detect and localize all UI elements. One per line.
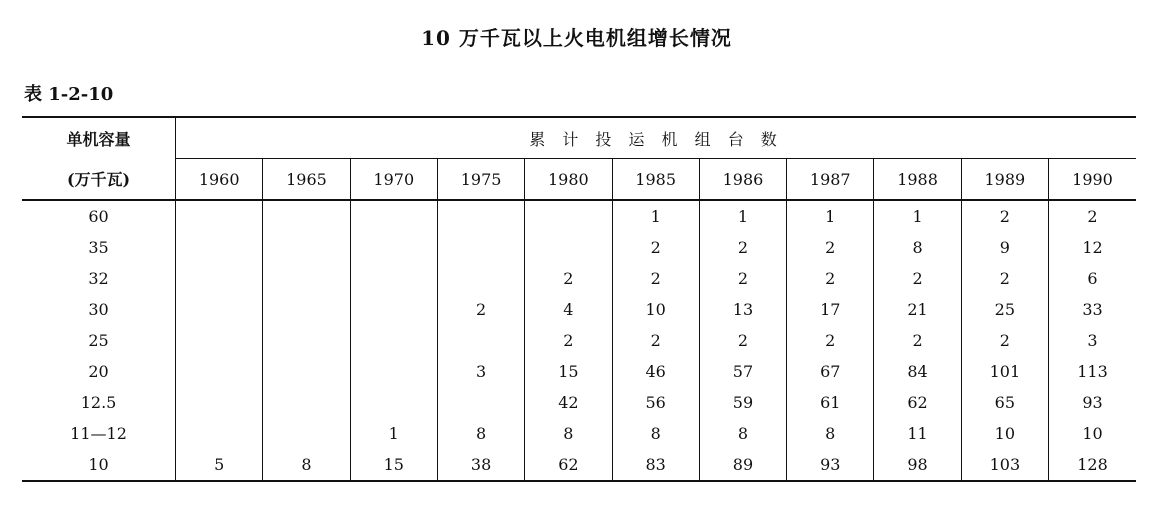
value-cell: 57 (699, 356, 786, 387)
value-cell (525, 232, 612, 263)
capacity-cell: 60 (88, 207, 109, 226)
value-cell: 2 (699, 263, 786, 294)
year-header-cell: 1986 (699, 159, 786, 201)
capacity-cell: 12.5 (80, 393, 117, 412)
value-cell (437, 387, 524, 418)
table-row (22, 418, 1136, 449)
value-cell: 2 (699, 325, 786, 356)
value-cell: 8 (525, 418, 612, 449)
value-cell: 84 (874, 356, 961, 387)
value-cell (350, 200, 437, 232)
value-cell: 15 (350, 449, 437, 481)
value-cell (176, 232, 263, 263)
value-cell: 13 (699, 294, 786, 325)
value-cell (263, 232, 350, 263)
value-cell (176, 418, 263, 449)
table-row (22, 449, 1136, 481)
value-cell: 8 (612, 418, 699, 449)
value-cell: 2 (612, 325, 699, 356)
value-cell: 2 (787, 325, 874, 356)
value-cell: 46 (612, 356, 699, 387)
value-cell: 2 (787, 232, 874, 263)
value-cell: 113 (1049, 356, 1137, 387)
value-cell: 65 (961, 387, 1048, 418)
capacity-unit-header: (万千瓦) (22, 159, 176, 201)
capacity-cell: 20 (88, 362, 109, 381)
value-cell: 10 (961, 418, 1048, 449)
value-cell (437, 232, 524, 263)
capacity-cell: 25 (88, 331, 109, 350)
value-cell (437, 200, 524, 232)
value-cell: 15 (525, 356, 612, 387)
value-cell: 2 (699, 232, 786, 263)
value-cell: 2 (961, 200, 1048, 232)
value-cell (176, 263, 263, 294)
value-cell: 2 (437, 294, 524, 325)
value-cell: 10 (612, 294, 699, 325)
value-cell: 62 (874, 387, 961, 418)
value-cell: 62 (525, 449, 612, 481)
value-cell: 1 (350, 418, 437, 449)
value-cell: 17 (787, 294, 874, 325)
value-cell: 2 (874, 263, 961, 294)
value-cell: 11 (874, 418, 961, 449)
value-cell: 103 (961, 449, 1048, 481)
value-cell: 2 (961, 325, 1048, 356)
value-cell (350, 263, 437, 294)
year-header-cell: 1987 (787, 159, 874, 201)
value-cell: 2 (874, 325, 961, 356)
year-header-cell: 1980 (525, 159, 612, 201)
value-cell: 93 (1049, 387, 1137, 418)
value-cell: 5 (176, 449, 263, 481)
value-cell: 2 (1049, 200, 1137, 232)
value-cell: 56 (612, 387, 699, 418)
year-header-cell: 1989 (961, 159, 1048, 201)
value-cell: 61 (787, 387, 874, 418)
value-cell: 6 (1049, 263, 1137, 294)
value-cell: 89 (699, 449, 786, 481)
value-cell (263, 356, 350, 387)
value-cell (437, 325, 524, 356)
value-cell: 8 (699, 418, 786, 449)
value-cell: 8 (263, 449, 350, 481)
value-cell (263, 387, 350, 418)
value-cell (350, 294, 437, 325)
value-cell: 2 (612, 263, 699, 294)
value-cell: 25 (961, 294, 1048, 325)
value-cell: 2 (525, 325, 612, 356)
value-cell (263, 200, 350, 232)
year-header-cell: 1965 (263, 159, 350, 201)
year-header-cell: 1990 (1049, 159, 1137, 201)
capacity-cell: 11—12 (70, 424, 127, 443)
capacity-cell: 30 (88, 300, 109, 319)
value-cell: 1 (787, 200, 874, 232)
value-cell: 98 (874, 449, 961, 481)
value-cell (350, 325, 437, 356)
page-title: 10 万千瓦以上火电机组增长情况 (421, 26, 732, 50)
value-cell: 1 (874, 200, 961, 232)
header-row-group (22, 117, 1136, 159)
value-cell: 59 (699, 387, 786, 418)
value-cell (176, 325, 263, 356)
value-cell (263, 418, 350, 449)
value-cell: 8 (787, 418, 874, 449)
table-row (22, 294, 1136, 325)
value-cell: 8 (874, 232, 961, 263)
table-row (22, 232, 1136, 263)
value-cell: 9 (961, 232, 1048, 263)
value-cell: 42 (525, 387, 612, 418)
value-cell: 10 (1049, 418, 1137, 449)
year-header-cell: 1975 (437, 159, 524, 201)
value-cell (263, 263, 350, 294)
table-row (22, 387, 1136, 418)
value-cell: 33 (1049, 294, 1137, 325)
value-cell: 2 (787, 263, 874, 294)
value-cell (350, 387, 437, 418)
year-header-cell: 1985 (612, 159, 699, 201)
header-row-years (22, 159, 1136, 201)
cumulative-units-header: 累 计 投 运 机 组 台 数 (176, 117, 1136, 159)
capacity-header: 单机容量 (22, 117, 176, 159)
value-cell: 93 (787, 449, 874, 481)
value-cell: 21 (874, 294, 961, 325)
value-cell (437, 263, 524, 294)
capacity-cell: 35 (88, 238, 109, 257)
value-cell: 38 (437, 449, 524, 481)
table-row (22, 356, 1136, 387)
value-cell: 67 (787, 356, 874, 387)
value-cell: 2 (961, 263, 1048, 294)
value-cell (176, 294, 263, 325)
year-header-cell: 1970 (350, 159, 437, 201)
value-cell: 101 (961, 356, 1048, 387)
table-row (22, 325, 1136, 356)
value-cell (525, 200, 612, 232)
value-cell (350, 356, 437, 387)
value-cell (176, 356, 263, 387)
value-cell: 2 (525, 263, 612, 294)
year-header-cell: 1988 (874, 159, 961, 201)
table-row (22, 263, 1136, 294)
value-cell: 2 (612, 232, 699, 263)
value-cell: 3 (1049, 325, 1137, 356)
table-number: 表 1-2-10 (24, 84, 114, 105)
value-cell (263, 325, 350, 356)
capacity-cell: 10 (22, 449, 176, 481)
capacity-cell: 32 (88, 269, 109, 288)
year-header-cell: 1960 (176, 159, 263, 201)
value-cell: 128 (1049, 449, 1137, 481)
value-cell: 83 (612, 449, 699, 481)
table-body (22, 200, 1136, 481)
table-row (22, 200, 1136, 232)
value-cell: 1 (699, 200, 786, 232)
value-cell: 12 (1049, 232, 1137, 263)
value-cell (176, 387, 263, 418)
value-cell (350, 232, 437, 263)
value-cell (176, 200, 263, 232)
value-cell: 1 (612, 200, 699, 232)
value-cell: 8 (437, 418, 524, 449)
value-cell (263, 294, 350, 325)
value-cell: 3 (437, 356, 524, 387)
value-cell: 4 (525, 294, 612, 325)
unit-growth-table (22, 116, 1136, 482)
